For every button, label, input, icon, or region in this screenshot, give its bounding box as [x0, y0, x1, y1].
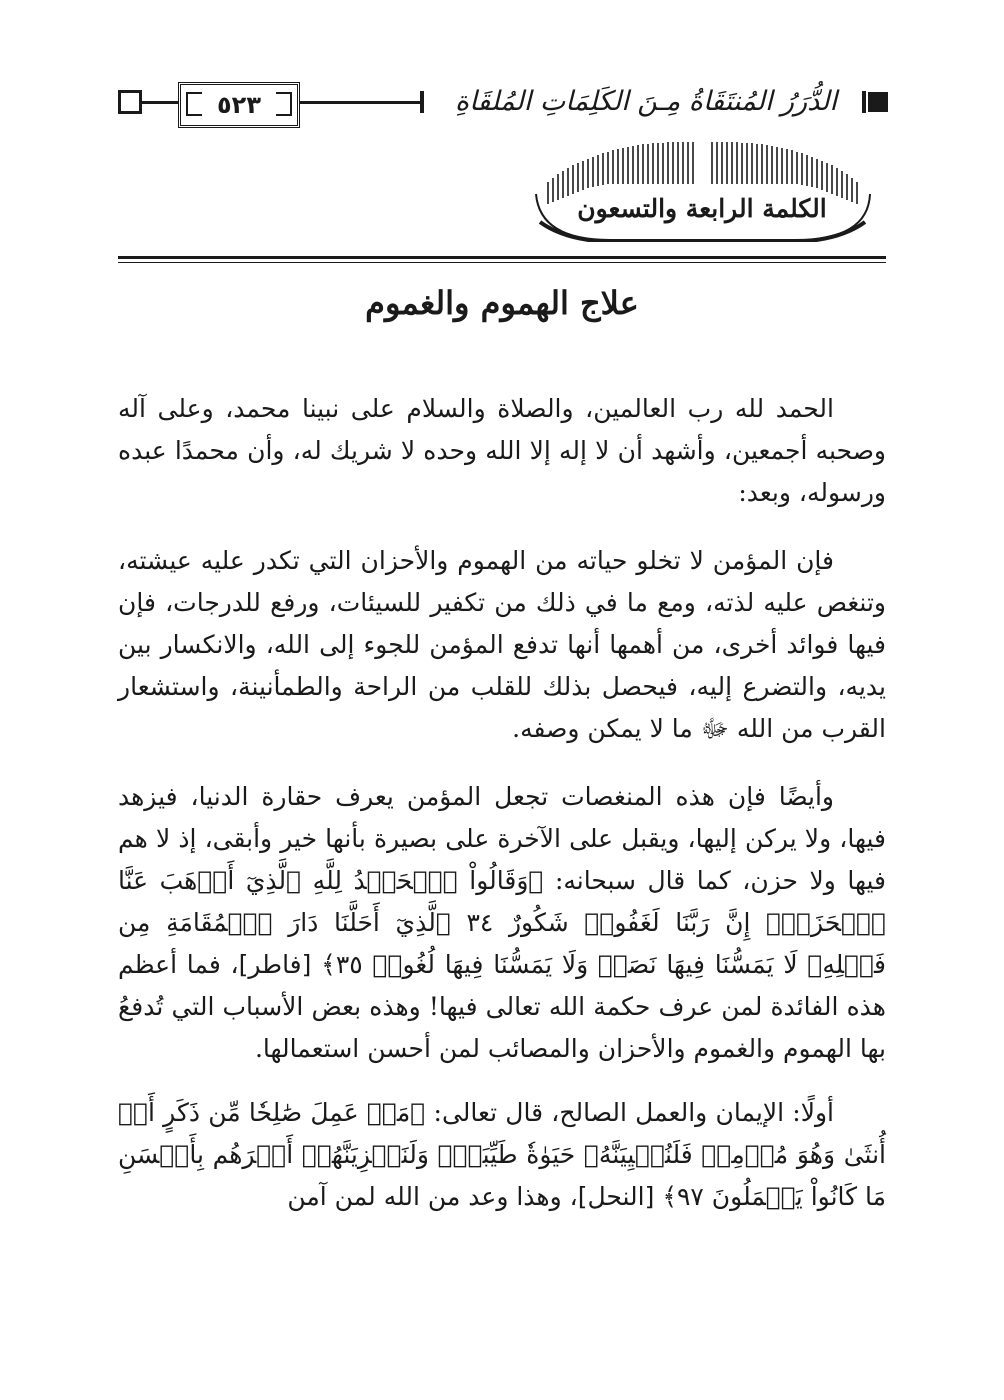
header-rule-left: [140, 101, 178, 104]
paragraph: فإن المؤمن لا تخلو حياته من الهموم والأحزان التي تكدر عليه عيشته، وتنغص عليه لذته، ومع ما في ذلك من تكفير للسيئات، ورفع للدرجات، فإن فيها فوائد أخرى، من أهمها أنها تدفع المؤمن للجوء إلى الله، والانكسار بين يديه، والتضرع إليه، فيحصل بذلك للقلب من الراحة والطمأنينة، واستشعار القرب من الله ﷻ ما لا يمكن وصفه.: [118, 546, 886, 743]
page-number: ٥٢٣: [217, 91, 261, 119]
frame-ornament-icon: [186, 92, 202, 116]
header-rule-end-bar: [862, 91, 866, 113]
paragraph-text: وأيضًا فإن هذه المنغصات تجعل المؤمن يعرف حقارة الدنيا، فيزهد فيها، ولا يركن إليها، ويقبل على الآخرة على بصيرة بأنها خير وأبقى، إذ لا هم فيها ولا حزن، كما قال سبحانه:: [118, 782, 886, 895]
header-rule-middle: [294, 101, 420, 104]
verse-source: [فاطر]: [238, 950, 312, 979]
quran-verse: ﴿مَنۡ عَمِلَ صَٰلِحٗا مِّن ذَكَرٍ أَوۡ أُنثَىٰ وَهُوَ مُؤۡمِنٞ فَلَنُحۡيِيَنَّهُۥ حَيَوٰةٗ طَيِّبَةٗۖ وَلَنَجۡزِيَنَّهُمۡ أَجۡرَهُم بِأَحۡسَنِ مَا كَانُواْ يَعۡمَلُونَ ٩٧﴾: [118, 1098, 886, 1211]
frame-ornament-icon: [276, 92, 292, 116]
section-divider: [118, 256, 886, 259]
filled-square-ornament: [868, 92, 888, 112]
paragraph-text: ، وهذا وعد من الله لمن آمن: [287, 1182, 578, 1211]
section-divider: [118, 262, 886, 263]
paragraph: [118, 776, 886, 1070]
header-rule-end-bar: [420, 91, 424, 113]
paragraph-text: أولًا: الإيمان والعمل الصالح، قال تعالى:: [433, 1098, 834, 1127]
article-body: [118, 388, 886, 1244]
paragraph-text: ، فما أعظم هذه الفائدة لمن عرف حكمة الله تعالى فيها! وهذه بعض الأسباب التي تُدفعُ بها الهموم والغموم والأحزان والمصائب لمن أحسن استعمالها.: [118, 950, 886, 1063]
book-title: الدُّرَرُ المُنتَقَاةُ مِـنَ الكَلِمَاتِ المُلقَاةِ: [454, 85, 838, 117]
article-title: علاج الهموم والغموم: [365, 284, 639, 322]
page-number-frame: [178, 82, 300, 128]
verse-source: [النحل]: [577, 1182, 655, 1211]
paragraph: [118, 1092, 886, 1218]
quran-verse: ﴿وَقَالُواْ ٱلۡحَمۡدُ لِلَّهِ ٱلَّذِيٓ أَذۡهَبَ عَنَّا ٱلۡحَزَنَۖ إِنَّ رَبَّنَا لَغَفُورٞ شَكُورٌ ٣٤ ٱلَّذِيٓ أَحَلَّنَا دَارَ ٱلۡمُقَامَةِ مِن فَضۡلِهِۦ لَا يَمَسُّنَا فِيهَا نَصَبٞ وَلَا يَمَسُّنَا فِيهَا لُغُوبٞ ٣٥﴾: [118, 866, 886, 979]
chapter-label: الكلمة الرابعة والتسعون: [577, 193, 827, 223]
hollow-square-ornament: [118, 90, 142, 114]
paragraph: الحمد لله رب العالمين، والصلاة والسلام على نبينا محمد، وعلى آله وصحبه أجمعين، وأشهد أن لا إله إلا الله وحده لا شريك له، وأن محمدًا عبده ورسوله، وبعد:: [118, 394, 886, 507]
